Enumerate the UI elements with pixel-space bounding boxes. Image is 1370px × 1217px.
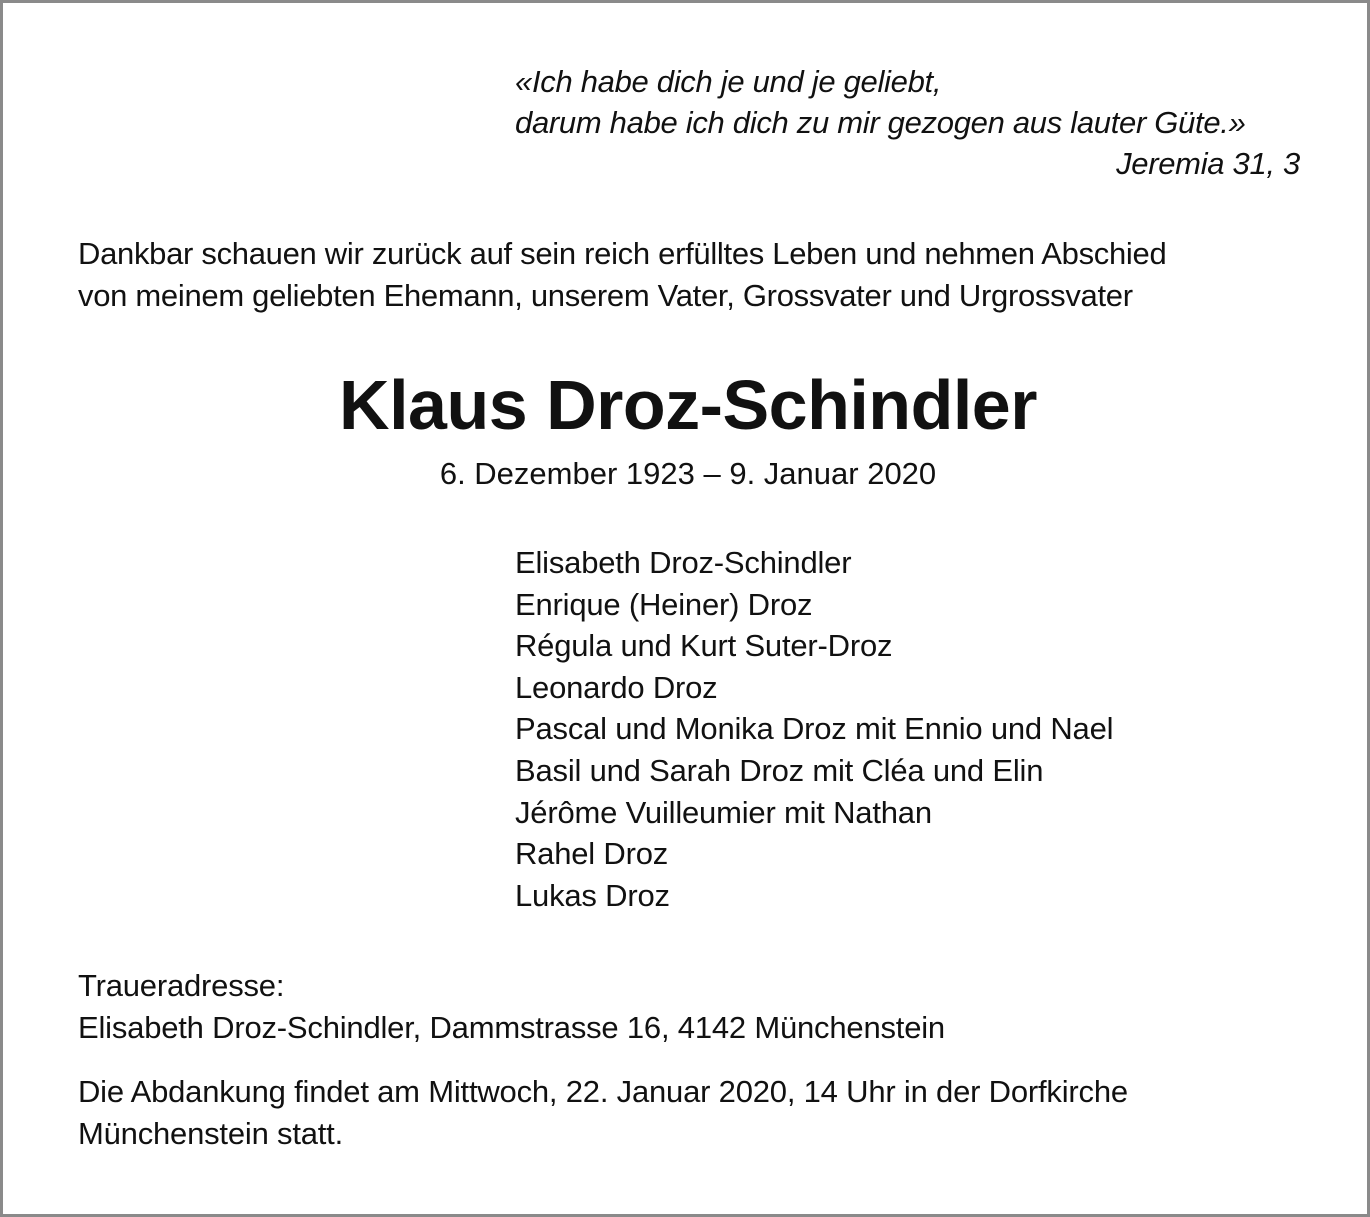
mourner-item: Régula und Kurt Suter-Droz <box>515 628 893 664</box>
mourner-item: Leonardo Droz <box>515 669 718 705</box>
mourner-item: Lukas Droz <box>515 877 670 913</box>
mourner-item: Rahel Droz <box>515 836 669 872</box>
intro-text <box>78 233 1308 317</box>
funeral-info <box>78 1071 1318 1155</box>
address-label: Traueradresse: <box>78 968 285 1003</box>
funeral-line-1: Die Abdankung findet am Mittwoch, 22. Januar 2020, 14 Uhr in der Dorfkirche <box>78 1074 1128 1109</box>
mourners-list <box>515 542 1113 916</box>
life-dates: 6. Dezember 1923 – 9. Januar 2020 <box>439 456 937 491</box>
quote-line-2: darum habe ich dich zu mir gezogen aus lauter Güte.» <box>515 105 1246 140</box>
mourning-address <box>78 965 945 1049</box>
quote-line-1: «Ich habe dich je und je geliebt, <box>515 64 942 99</box>
quote-source: Jeremia 31, 3 <box>1116 146 1300 181</box>
bible-quote <box>515 61 1300 184</box>
mourner-item: Jérôme Vuilleumier mit Nathan <box>515 794 932 830</box>
deceased-name: Klaus Droz-Schindler <box>339 366 1037 444</box>
address-value: Elisabeth Droz-Schindler, Dammstrasse 16, 4142 Münchenstein <box>78 1010 945 1045</box>
mourner-item: Pascal und Monika Droz mit Ennio und Nael <box>515 711 1114 747</box>
funeral-line-2: Münchenstein statt. <box>78 1116 344 1151</box>
mourner-item: Enrique (Heiner) Droz <box>515 586 813 622</box>
mourner-item: Basil und Sarah Droz mit Cléa und Elin <box>515 752 1044 788</box>
intro-line-2: von meinem geliebten Ehemann, unserem Vater, Grossvater und Urgrossvater <box>78 278 1133 313</box>
intro-line-1: Dankbar schauen wir zurück auf sein reich erfülltes Leben und nehmen Abschied <box>78 236 1167 271</box>
mourner-item: Elisabeth Droz-Schindler <box>515 545 852 580</box>
